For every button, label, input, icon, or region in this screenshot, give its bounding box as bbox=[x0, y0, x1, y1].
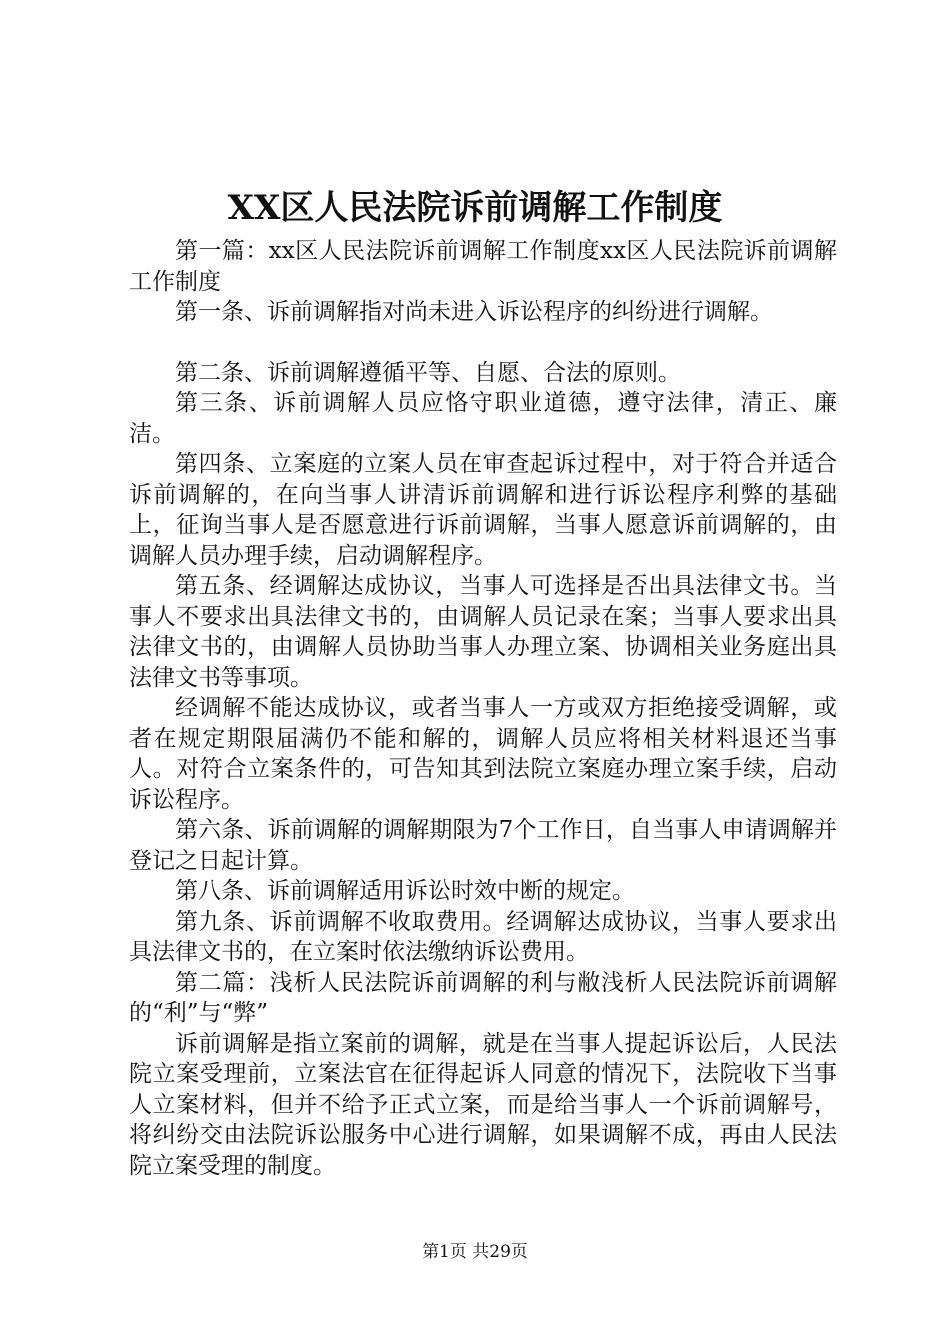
paragraph: 第五条、经调解达成协议，当事人可选择是否出具法律文书。当事人不要求出具法律文书的，由调解人员记录在案；当事人要求出具法律文书的，由调解人员协助当事人办理立案、协调相关业务庭出具法律文书等事项。 bbox=[129, 573, 837, 691]
page-footer: 第1页 共29页 bbox=[422, 1242, 528, 1262]
paragraph: 第九条、诉前调解不收取费用。经调解达成协议，当事人要求出具法律文书的，在立案时依法缴纳诉讼费用。 bbox=[129, 908, 837, 965]
paragraph: 第六条、诉前调解的调解期限为7个工作日，自当事人申请调解并登记之日起计算。 bbox=[129, 817, 837, 874]
paragraph: 第八条、诉前调解适用诉讼时效中断的规定。 bbox=[175, 878, 635, 904]
paragraph: 第一条、诉前调解指对尚未进入诉讼程序的纠纷进行调解。 bbox=[175, 299, 773, 325]
paragraph: 经调解不能达成协议，或者当事人一方或双方拒绝接受调解，或者在规定期限届满仍不能和解的，调解人员应将相关材料退还当事人。对符合立案条件的，可告知其到法院立案庭办理立案手续，启动诉讼程序。 bbox=[129, 695, 837, 813]
paragraph: 诉前调解是指立案前的调解，就是在当事人提起诉讼后，人民法院立案受理前，立案法官在征得起诉人同意的情况下，法院收下当事人立案材料，但并不给予正式立案，而是给当事人一个诉前调解号，将纠纷交由法院诉讼服务中心进行调解，如果调解不成，再由人民法院立案受理的制度。 bbox=[129, 1030, 837, 1179]
paragraph: 第三条、诉前调解人员应恪守职业道德，遵守法律，清正、廉洁。 bbox=[129, 390, 837, 447]
document-body bbox=[129, 236, 837, 1181]
paragraph: 第二条、诉前调解遵循平等、自愿、合法的原则。 bbox=[175, 359, 681, 386]
paragraph: 第一篇：xx区人民法院诉前调解工作制度xx区人民法院诉前调解工作制度 bbox=[129, 238, 837, 295]
document-title: XX区人民法院诉前调解工作制度 bbox=[227, 188, 723, 228]
paragraph: 第二篇：浅析人民法院诉前调解的利与敝浅析人民法院诉前调解的“利”与“弊” bbox=[129, 969, 837, 1026]
paragraph: 第四条、立案庭的立案人员在审查起诉过程中，对于符合并适合诉前调解的，在向当事人讲清诉前调解和进行诉讼程序利弊的基础上，征询当事人是否愿意进行诉前调解，当事人愿意诉前调解的，由调解人员办理手续，启动调解程序。 bbox=[129, 451, 837, 569]
